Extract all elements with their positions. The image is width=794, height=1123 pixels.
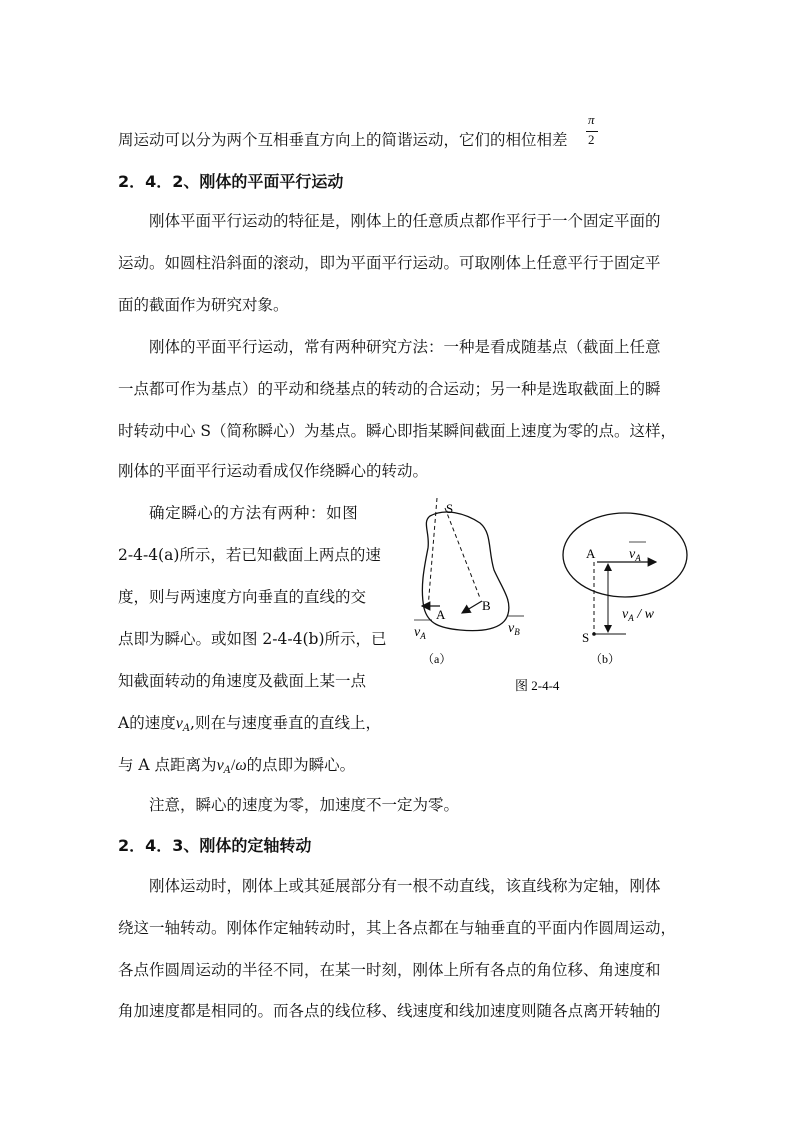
text-fragment: A的速度 bbox=[118, 714, 176, 732]
text-line: 确定瞬心的方法有两种：如图 bbox=[149, 504, 359, 522]
label-B-a: B bbox=[482, 598, 491, 613]
text-line: 一点都可作为基点）的平动和绕基点的转动的合运动；另一种是选取截面上的瞬 bbox=[118, 380, 661, 398]
rigid-body-outline-b bbox=[563, 513, 687, 597]
point-S-b bbox=[592, 632, 596, 636]
text-fragment: 的点即为瞬心。 bbox=[246, 756, 356, 774]
text-line: 度，则与两速度方向垂直的直线的交 bbox=[118, 588, 367, 606]
velocity-symbol: v bbox=[216, 757, 224, 774]
text-line: 绕这一轴转动。刚体作定轴转动时，其上各点都在与轴垂直的平面内作圆周运动， bbox=[118, 919, 677, 937]
vB-a: $v_B$ bbox=[508, 621, 520, 637]
dashed-line-a2 bbox=[445, 508, 480, 598]
label-S-b: S bbox=[582, 630, 590, 645]
text-line: 面的截面作为研究对象。 bbox=[118, 296, 289, 314]
text-line: 角加速度都是相同的。而各点的线位移、线速度和线加速度则随各点离开转轴的 bbox=[118, 1002, 661, 1020]
slash-symbol: / bbox=[230, 757, 236, 774]
label-A-a: A bbox=[436, 607, 446, 622]
text-line: 刚体的平面平行运动看成仅作绕瞬心的转动。 bbox=[118, 462, 429, 480]
text-line: 刚体运动时，刚体上或其延展部分有一根不动直线，该直线称为定轴，刚体 bbox=[149, 877, 661, 895]
caption-a: （a） bbox=[422, 652, 452, 666]
text-fragment: 与 A 点距离为 bbox=[118, 756, 217, 774]
section-heading-2-4-2: 2．4．2、刚体的平面平行运动 bbox=[118, 172, 344, 191]
fraction-denominator: 2 bbox=[588, 132, 595, 147]
section-heading-2-4-3: 2．4．3、刚体的定轴转动 bbox=[118, 836, 312, 855]
text-line: 刚体的平面平行运动，常有两种研究方法：一种是看成随基点（截面上任意 bbox=[149, 338, 661, 356]
figure-caption: 图 2-4-4 bbox=[515, 678, 560, 693]
text-fragment: ,则在与速度垂直的直线上， bbox=[190, 714, 381, 732]
ratio-label-b: $v_A$ / w bbox=[622, 607, 654, 623]
vA-a: $v_A$ bbox=[414, 625, 426, 641]
label-S-a: S bbox=[446, 501, 454, 516]
text-line: 注意，瞬心的速度为零，加速度不一定为零。 bbox=[149, 796, 460, 814]
text-line-distance bbox=[118, 755, 355, 781]
velocity-symbol: v bbox=[175, 715, 183, 732]
caption-b: （b） bbox=[590, 652, 621, 666]
label-A-b: A bbox=[586, 546, 596, 561]
velocity-subscript: A bbox=[182, 723, 191, 734]
text-line: 各点作圆周运动的半径不同，在某一时刻，刚体上所有各点的角位移、角速度和 bbox=[118, 961, 661, 979]
figure-2-4-4 bbox=[400, 488, 690, 703]
text-line: 刚体平面平行运动的特征是，刚体上的任意质点都作平行于一个固定平面的 bbox=[149, 212, 661, 230]
omega-symbol: ω bbox=[235, 757, 247, 774]
text-line: 周运动可以分为两个互相垂直方向上的简谐运动，它们的相位相差 bbox=[118, 131, 568, 149]
text-line: 运动。如圆柱沿斜面的滚动，即为平面平行运动。可取刚体上任意平行于固定平 bbox=[118, 254, 661, 272]
text-line-velocity bbox=[118, 713, 381, 739]
velocity-arrow-b bbox=[462, 601, 482, 613]
text-line: 点即为瞬心。或如图 2-4-4(b)所示，已 bbox=[118, 630, 387, 648]
text-line: 知截面转动的角速度及截面上某一点 bbox=[118, 672, 367, 690]
fraction-numerator: π bbox=[588, 112, 595, 127]
velocity-subscript: A bbox=[223, 765, 231, 776]
text-line: 时转动中心 S（简称瞬心）为基点。瞬心即指某瞬间截面上速度为零的点。这样， bbox=[118, 422, 677, 440]
text-line: 2-4-4(a)所示，若已知截面上两点的速 bbox=[118, 546, 381, 564]
vA-b: $v_A$ bbox=[629, 547, 641, 563]
